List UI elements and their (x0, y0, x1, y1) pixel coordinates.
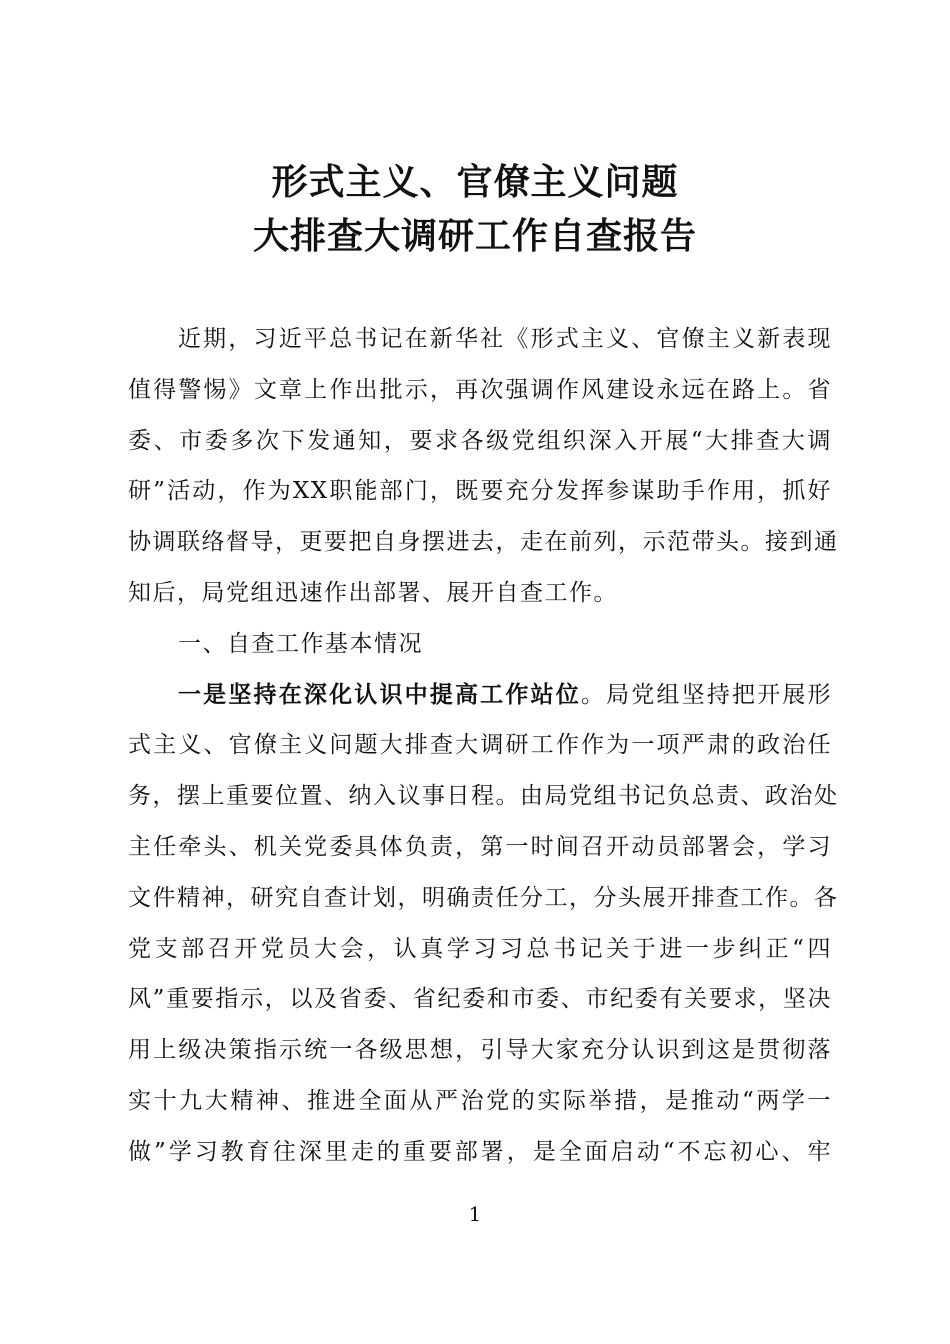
paragraph-intro (128, 314, 839, 619)
text-line: 知后，局党组迅速作出部署、展开自查工作。 (128, 579, 618, 606)
text-line: 党支部召开党员大会，认真学习习总书记关于进一步纠正“四 (128, 935, 832, 962)
text-line: 务，摆上重要位置、纳入议事日程。由局党组书记负总责、政治处 (128, 783, 839, 810)
text-line: 做”学习教育往深里走的重要部署，是全面启动“不忘初心、牢 (128, 1138, 832, 1165)
text-line: 用上级决策指示统一各级思想，引导大家充分认识到这是贯彻落 (128, 1037, 832, 1064)
text-line: 值得警惕》文章上作出批示，再次强调作风建设永远在路上。省 (128, 376, 832, 403)
page-number: 1 (468, 1202, 482, 1226)
text-line: 主任牵头、机关党委具体负责，第一时间召开动员部署会，学习 (128, 833, 832, 860)
text-line: 风”重要指示，以及省委、省纪委和市委、市纪委有关要求，坚决 (128, 986, 832, 1013)
text-line: 式主义、官僚主义问题大排查大调研工作作为一项严肃的政治任 (128, 732, 832, 759)
paragraph-lead-bold: 一是坚持在深化认识中提高工作站位 (178, 680, 581, 708)
text-line: 委、市委多次下发通知，要求各级党组织深入开展“大排查大调 (128, 427, 832, 454)
paragraph-section1 (128, 670, 839, 1178)
paragraph-lead-rest: 。局党组坚持把开展形 (580, 681, 833, 708)
document-title-line-1: 形式主义、官僚主义问题 (271, 161, 679, 203)
text-line: 协调联络督导，更要把自身摆进去，走在前列，示范带头。接到通 (128, 529, 839, 556)
document-body (128, 314, 839, 1178)
text-line (128, 670, 832, 721)
text-line: 文件精神，研究自查计划，明确责任分工，分头展开排查工作。各 (128, 884, 839, 911)
text-line: 实十九大精神、推进全面从严治党的实际举措，是推动“两学一 (128, 1087, 832, 1114)
text-line: 近期，习近平总书记在新华社《形式主义、官僚主义新表现 (178, 326, 832, 352)
section-heading: 一、自查工作基本情况 (178, 630, 423, 657)
text-line: 研”活动，作为XX职能部门，既要充分发挥参谋助手作用，抓好 (128, 478, 832, 505)
document-title-line-2: 大排查大调研工作自查报告 (252, 215, 697, 257)
